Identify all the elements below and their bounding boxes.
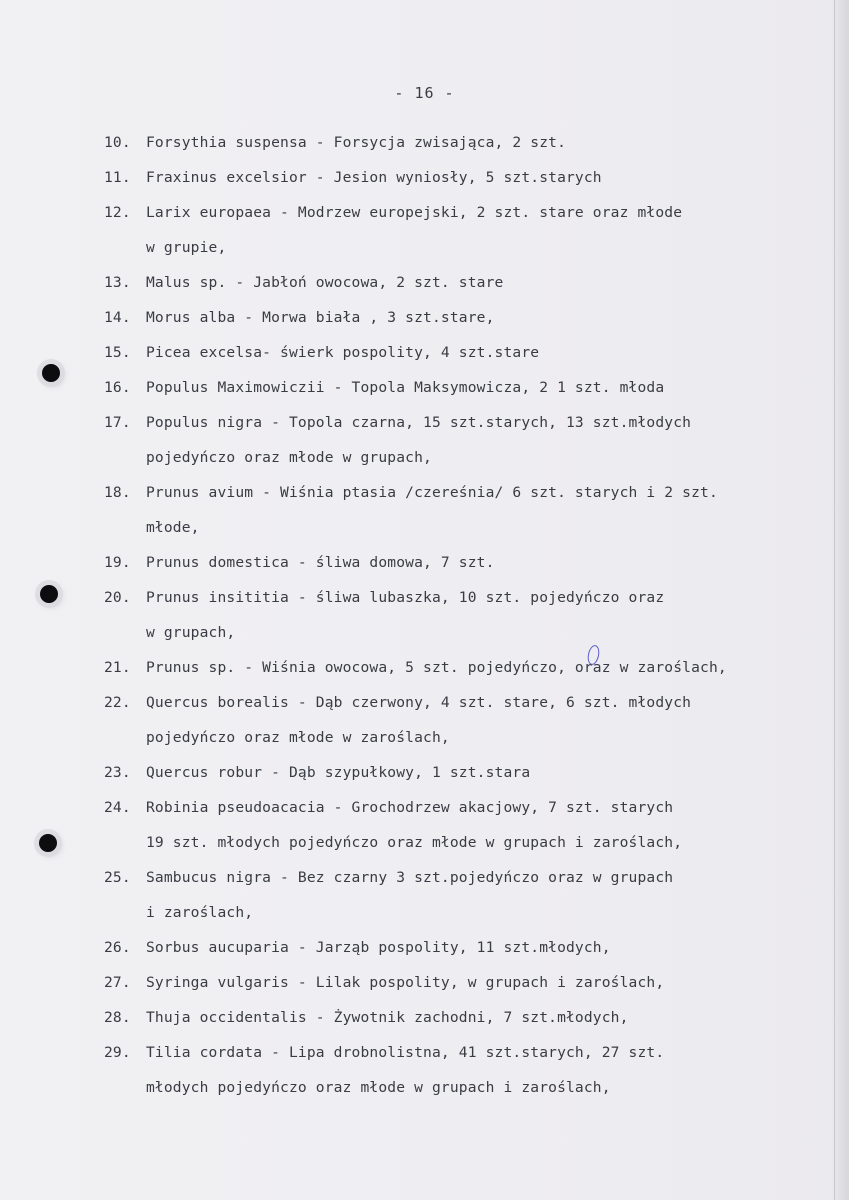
list-item — [104, 195, 834, 230]
list-item-continuation — [104, 1070, 834, 1105]
item-number: 16. — [104, 379, 131, 396]
list-item-continuation — [104, 440, 834, 475]
item-text: Sorbus aucuparia - Jarząb pospolity, 11 szt.młodych, — [146, 939, 611, 956]
item-text: 19 szt. młodych pojedyńczo oraz młode w grupach i zaroślach, — [146, 834, 683, 851]
item-number: 20. — [104, 589, 131, 606]
list-item-continuation — [104, 510, 834, 545]
page-number: - 16 - — [394, 84, 455, 102]
item-number: 12. — [104, 204, 131, 221]
list-item — [104, 580, 834, 615]
item-text: w grupie, — [146, 239, 227, 256]
list-item — [104, 860, 834, 895]
item-number: 13. — [104, 274, 131, 291]
item-text: Sambucus nigra - Bez czarny 3 szt.pojedyńczo oraz w grupach — [146, 869, 674, 886]
item-text: młodych pojedyńczo oraz młode w grupach i zaroślach, — [146, 1079, 611, 1096]
item-number: 19. — [104, 554, 131, 571]
item-number: 21. — [104, 659, 131, 676]
item-number: 27. — [104, 974, 131, 991]
item-number: 22. — [104, 694, 131, 711]
item-number: 10. — [104, 134, 131, 151]
list-item — [104, 650, 834, 685]
list-item — [104, 475, 834, 510]
item-number: 24. — [104, 799, 131, 816]
list-item — [104, 265, 834, 300]
list-item — [104, 755, 834, 790]
item-number: 25. — [104, 869, 131, 886]
item-text: Fraxinus excelsior - Jesion wyniosły, 5 szt.starych — [146, 169, 602, 186]
item-number: 28. — [104, 1009, 131, 1026]
list-item — [104, 1035, 834, 1070]
item-text: w grupach, — [146, 624, 236, 641]
item-text: i zaroślach, — [146, 904, 254, 921]
item-text: młode, — [146, 519, 200, 536]
punch-hole-middle — [40, 585, 58, 603]
item-text: Picea excelsa- świerk pospolity, 4 szt.stare — [146, 344, 540, 361]
list-item — [104, 790, 834, 825]
item-number: 26. — [104, 939, 131, 956]
item-number: 11. — [104, 169, 131, 186]
list-item — [104, 965, 834, 1000]
item-number: 23. — [104, 764, 131, 781]
item-text: Morus alba - Morwa biała , 3 szt.stare, — [146, 309, 495, 326]
item-text: Syringa vulgaris - Lilak pospolity, w grupach i zaroślach, — [146, 974, 665, 991]
list-item — [104, 930, 834, 965]
item-text: Prunus insititia - śliwa lubaszka, 10 szt. pojedyńczo oraz — [146, 589, 665, 606]
list-item-continuation — [104, 895, 834, 930]
item-number: 15. — [104, 344, 131, 361]
item-text: pojedyńczo oraz młode w zaroślach, — [146, 729, 450, 746]
item-text: Thuja occidentalis - Żywotnik zachodni, 7 szt.młodych, — [146, 1009, 629, 1026]
species-list — [104, 125, 834, 1105]
item-text: Populus nigra - Topola czarna, 15 szt.starych, 13 szt.młodych — [146, 414, 692, 431]
list-item — [104, 335, 834, 370]
item-number: 17. — [104, 414, 131, 431]
list-item — [104, 160, 834, 195]
item-text: Populus Maximowiczii - Topola Maksymowicza, 2 1 szt. młoda — [146, 379, 665, 396]
item-text: Larix europaea - Modrzew europejski, 2 szt. stare oraz młode — [146, 204, 683, 221]
list-item-continuation — [104, 825, 834, 860]
punch-hole-bottom — [39, 834, 57, 852]
list-item — [104, 370, 834, 405]
item-text: Robinia pseudoacacia - Grochodrzew akacjowy, 7 szt. starych — [146, 799, 674, 816]
list-item-continuation — [104, 230, 834, 265]
item-text: Prunus sp. - Wiśnia owocowa, 5 szt. pojedyńczo, oraz w zaroślach, — [146, 659, 727, 676]
list-item — [104, 125, 834, 160]
item-text: Prunus avium - Wiśnia ptasia /czereśnia/ 6 szt. starych i 2 szt. — [146, 484, 718, 501]
item-number: 14. — [104, 309, 131, 326]
list-item — [104, 1000, 834, 1035]
list-item — [104, 685, 834, 720]
item-text: Quercus robur - Dąb szypułkowy, 1 szt.stara — [146, 764, 531, 781]
item-text: Quercus borealis - Dąb czerwony, 4 szt. stare, 6 szt. młodych — [146, 694, 692, 711]
page-edge-line — [834, 0, 835, 1200]
list-item-continuation — [104, 615, 834, 650]
list-item — [104, 300, 834, 335]
item-number: 29. — [104, 1044, 131, 1061]
list-item — [104, 405, 834, 440]
item-text: pojedyńczo oraz młode w grupach, — [146, 449, 432, 466]
item-number: 18. — [104, 484, 131, 501]
list-item-continuation — [104, 720, 834, 755]
item-text: Tilia cordata - Lipa drobnolistna, 41 szt.starych, 27 szt. — [146, 1044, 665, 1061]
item-text: Prunus domestica - śliwa domowa, 7 szt. — [146, 554, 495, 571]
item-text: Forsythia suspensa - Forsycja zwisająca, 2 szt. — [146, 134, 567, 151]
punch-hole-top — [42, 364, 60, 382]
list-item — [104, 545, 834, 580]
item-text: Malus sp. - Jabłoń owocowa, 2 szt. stare — [146, 274, 504, 291]
